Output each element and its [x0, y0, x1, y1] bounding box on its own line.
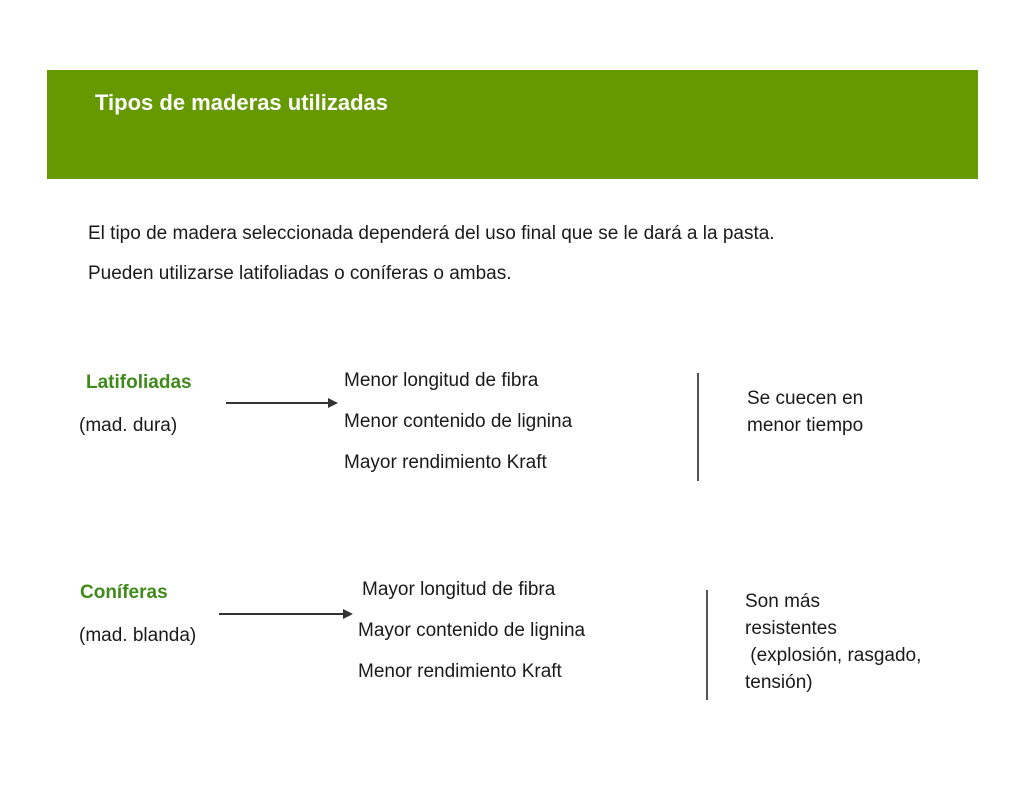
result-line: (explosión, rasgado, [745, 645, 922, 666]
intro-text [88, 214, 775, 294]
category-coniferas: Coníferas [80, 582, 168, 603]
traits-list [358, 569, 585, 692]
traits-list [344, 360, 572, 483]
result-line: Son más [745, 591, 820, 612]
intro-line: Pueden utilizarse latifoliadas o coníferas o ambas. [88, 263, 512, 284]
trait-item: Mayor rendimiento Kraft [344, 452, 547, 473]
divider-line [697, 373, 699, 481]
category-latifoliadas: Latifoliadas [86, 372, 192, 393]
trait-item: Menor contenido de lignina [344, 411, 573, 432]
trait-item: Menor rendimiento Kraft [358, 661, 562, 682]
result-line: Se cuecen en [747, 388, 864, 409]
result-line: menor tiempo [747, 415, 864, 436]
result-note [745, 588, 985, 696]
intro-line: El tipo de madera seleccionada dependerá del uso final que se le dará a la pasta. [88, 223, 775, 244]
slide-title: Tipos de maderas utilizadas [95, 90, 389, 115]
category-subtitle: (mad. blanda) [79, 625, 197, 646]
arrow-right-icon [219, 606, 355, 622]
divider-line [706, 590, 708, 700]
result-line: tensión) [745, 672, 813, 693]
category-subtitle: (mad. dura) [79, 415, 178, 436]
title-bar [47, 70, 978, 179]
trait-item: Mayor contenido de lignina [358, 620, 586, 641]
result-line: resistentes [745, 618, 837, 639]
result-note [747, 385, 967, 439]
trait-item: Mayor longitud de fibra [362, 579, 556, 600]
trait-item: Menor longitud de fibra [344, 370, 539, 391]
arrow-right-icon [226, 395, 340, 411]
